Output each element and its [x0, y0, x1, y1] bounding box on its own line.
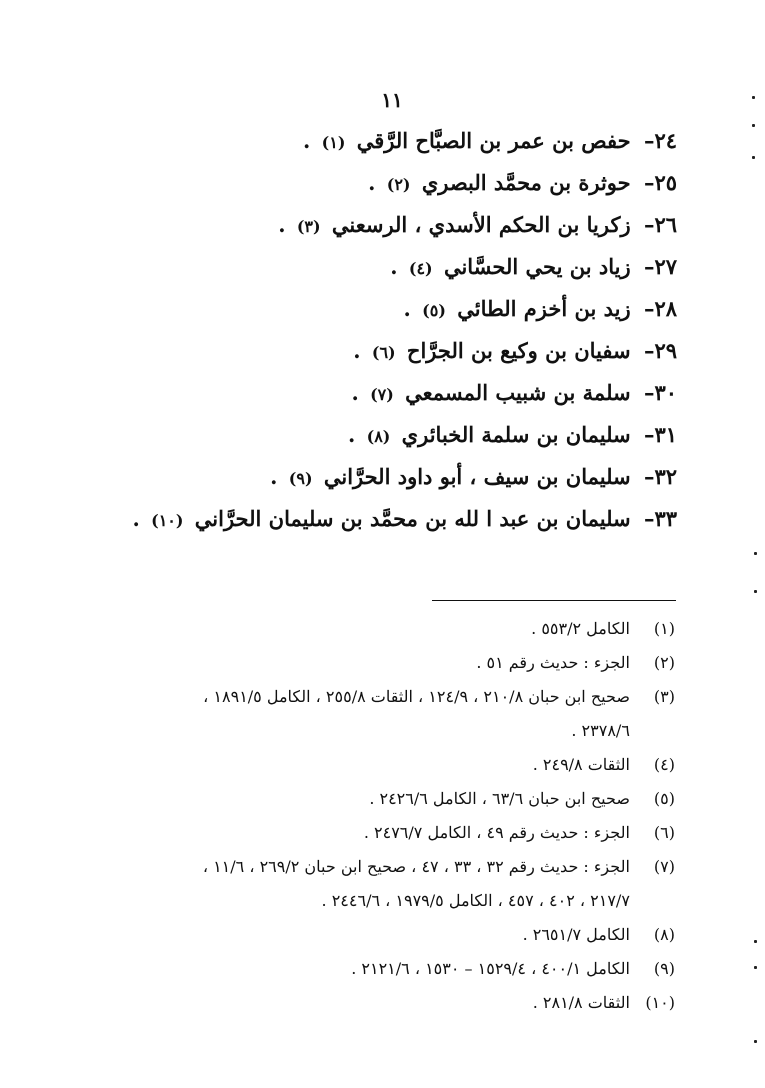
footnote-text: الثقات ٢٤٩/٨ .	[532, 755, 630, 774]
list-item	[77, 456, 677, 498]
footnote-text: الكامل ٢٦٥١/٧ .	[522, 925, 630, 944]
footnotes-list	[75, 612, 675, 1020]
scan-speck	[754, 590, 757, 593]
footnote-item	[75, 816, 675, 850]
entry-number: ٢٩–	[643, 338, 677, 363]
entry-number: ٣١–	[643, 422, 677, 447]
list-item	[77, 246, 677, 288]
scan-speck	[754, 940, 757, 943]
scan-speck	[754, 966, 757, 969]
footnote-text: الجزء : حديث رقم ٥١ .	[476, 653, 630, 672]
footnote-number: (١٠)	[645, 993, 675, 1012]
entry-end: .	[351, 380, 359, 405]
entry-number: ٣٣–	[643, 506, 677, 531]
entry-end: .	[403, 296, 411, 321]
entry-end: .	[303, 128, 311, 153]
footnote-ref: (٦)	[371, 343, 396, 362]
entry-number: ٣٠–	[643, 380, 677, 405]
footnote-text: الجزء : حديث رقم ٣٢ ، ٣٣ ، ٤٧ ، صحيح ابن حبان ٢٦٩/٢ ، ١١/٦ ،	[202, 857, 630, 876]
entry-number: ٣٢–	[643, 464, 677, 489]
footnote-ref: (٣)	[296, 217, 321, 236]
footnote-number: (١)	[653, 619, 675, 638]
footnote-text: الجزء : حديث رقم ٤٩ ، الكامل ٢٤٧٦/٧ .	[363, 823, 630, 842]
entry-number: ٢٤–	[643, 128, 677, 153]
footnote-item	[75, 612, 675, 646]
scan-speck	[752, 96, 755, 99]
footnote-text: صحيح ابن حبان ٦٣/٦ ، الكامل ٢٤٢٦/٦ .	[369, 789, 630, 808]
entry-end: .	[368, 170, 376, 195]
footnote-item	[75, 986, 675, 1020]
footnote-number: (٦)	[653, 823, 675, 842]
narrator-list	[77, 120, 677, 540]
entry-text: زياد بن يحي الحسَّاني	[443, 254, 631, 279]
footnote-ref: (٤)	[408, 259, 433, 278]
footnote-item	[75, 918, 675, 952]
list-item	[77, 288, 677, 330]
footnote-number: (٣)	[653, 687, 675, 706]
footnote-ref: (١)	[321, 133, 346, 152]
footnote-text: الثقات ٢٨١/٨ .	[532, 993, 630, 1012]
entry-text: حوثرة بن محمَّد البصري	[421, 170, 631, 195]
entry-end: .	[353, 338, 361, 363]
entry-text: سليمان بن عبد ا لله بن محمَّد بن سليمان الحرَّاني	[194, 506, 631, 531]
footnote-number: (٥)	[653, 789, 675, 808]
list-item	[77, 414, 677, 456]
footnote-text: الكامل ٤٠٠/١ ، ١٥٢٩/٤ – ١٥٣٠ ، ٢١٢١/٦ .	[351, 959, 630, 978]
list-item	[77, 204, 677, 246]
scan-speck	[754, 1040, 757, 1043]
footnote-text: الكامل ٥٥٣/٢ .	[531, 619, 630, 638]
footnote-ref: (١٠)	[151, 511, 184, 530]
footnote-ref: (٩)	[288, 469, 313, 488]
entry-text: سليمان بن سلمة الخبائري	[401, 422, 631, 447]
footnote-item	[75, 850, 675, 918]
list-item	[77, 330, 677, 372]
entry-text: سفيان بن وكيع بن الجرَّاح	[406, 338, 631, 363]
footnote-item	[75, 952, 675, 986]
entry-text: زيد بن أخزم الطائي	[457, 296, 631, 321]
footnote-divider	[432, 600, 676, 601]
list-item	[77, 498, 677, 540]
footnote-number: (٤)	[653, 755, 675, 774]
footnote-ref: (٨)	[366, 427, 391, 446]
entry-end: .	[347, 422, 356, 447]
footnote-item	[75, 782, 675, 816]
footnote-ref: (٧)	[370, 385, 394, 404]
footnote-number: (٧)	[653, 857, 675, 876]
scan-speck	[752, 156, 755, 159]
footnote-text-continued: ٢١٧/٧ ، ٤٠٢ ، ٤٥٧ ، الكامل ١٩٧٩/٥ ، ٢٤٤٦/٦ .	[321, 891, 630, 910]
list-item	[77, 162, 677, 204]
entry-end: .	[390, 254, 398, 279]
entry-number: ٢٥–	[643, 170, 677, 195]
entry-text: حفص بن عمر بن الصبَّاح الرَّقي	[356, 128, 631, 153]
list-item	[77, 120, 677, 162]
footnote-number: (٨)	[653, 925, 675, 944]
footnote-number: (٢)	[653, 653, 675, 672]
entry-text: زكريا بن الحكم الأسدي ، الرسعني	[331, 212, 631, 237]
scan-speck	[752, 124, 755, 127]
footnote-ref: (٥)	[422, 301, 446, 320]
entry-number: ٢٨–	[643, 296, 677, 321]
entry-end: .	[278, 212, 286, 237]
entry-text: سليمان بن سيف ، أبو داود الحرَّاني	[323, 464, 631, 489]
footnote-item	[75, 646, 675, 680]
footnote-item	[75, 680, 675, 748]
entry-text: سلمة بن شبيب المسمعي	[405, 380, 631, 405]
footnote-item	[75, 748, 675, 782]
list-item	[77, 372, 677, 414]
entry-number: ٢٦–	[643, 212, 677, 237]
page-number: ١١	[381, 88, 403, 112]
entry-end: .	[132, 506, 140, 531]
footnote-number: (٩)	[653, 959, 675, 978]
entry-number: ٢٧–	[643, 254, 677, 279]
entry-end: .	[270, 464, 278, 489]
footnote-ref: (٢)	[386, 175, 411, 194]
footnote-text-continued: ٢٣٧٨/٦ .	[571, 721, 630, 740]
footnote-text: صحيح ابن حبان ٢١٠/٨ ، ١٢٤/٩ ، الثقات ٢٥٥/٨ ، الكامل ١٨٩١/٥ ،	[203, 687, 630, 706]
scan-speck	[754, 552, 757, 555]
